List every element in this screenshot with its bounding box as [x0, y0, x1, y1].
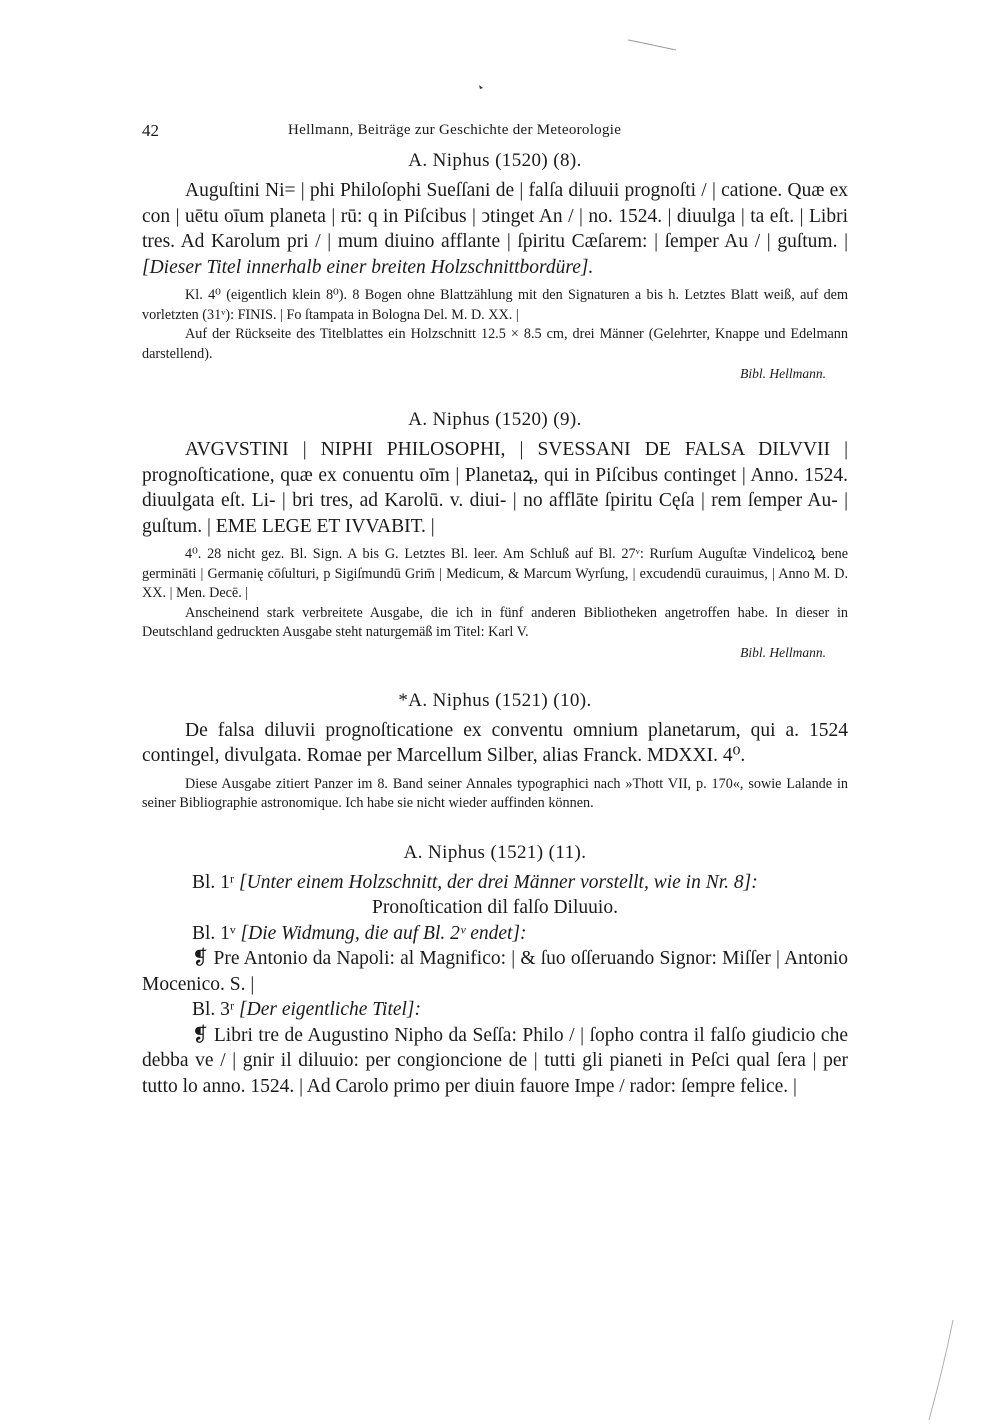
bibliographic-note: 4⁰. 28 nicht gez. Bl. Sign. A bis G. Letztes Bl. leer. Am Schluß auf Bl. 27ᵛ: Rurſum Auguſtæ Vindelicoꝝ bene germināti | Germanię cōſulturi, p Sigiſmundū Grim̄ | Medicum, & Marcum Wyrſung, | excudendū curauimus, | Anno M. D. XX. | Men. Decē. |: [142, 546, 848, 601]
entry-title-transcription: AVGVSTINI | NIPHI PHILOSOPHI, | SVESSANI DE FALSA DILVVII | prognoſticatione, quæ ex conuentu oīm | Planetaꝝ, qui in Piſcibus continget | Anno. 1524. diuulgata eſt. Li- | bri tres, ad Karolū. v. diui- | no afflāte ſpiritu Cęſa | rem ſemper Au- | guſtum. | EME LEGE ET IVVABIT. |: [142, 439, 848, 537]
editorial-note: [Der eigentliche Titel]:: [239, 999, 422, 1020]
entry-title: A. Niphus (1520) (8).: [408, 150, 582, 171]
leaf-description: [142, 921, 848, 947]
bibliographic-note: Auf der Rückseite des Titelblattes ein Holzschnitt 12.5 × 8.5 cm, drei Männer (Gelehrter, Knappe und Edelmann darstellend).: [142, 326, 848, 362]
margin-pencil-mark: [925, 1320, 955, 1420]
library-signature: Bibl. Hellmann.: [740, 366, 826, 381]
editorial-note: [Dieser Titel innerhalb einer breiten Holzschnittbordüre].: [142, 256, 594, 278]
bibliographic-note: Kl. 4⁰ (eigentlich klein 8⁰). 8 Bogen ohne Blattzählung mit den Signaturen a bis h. Letztes Blatt weiß, auf dem vorletzten (31ᵛ): FINIS. | Fo ſtampata in Bologna Del. M. D. XX. |: [142, 287, 848, 323]
leaf-label: Bl. 1ʳ: [192, 871, 240, 893]
entry-body: [142, 870, 848, 1100]
editorial-note: [Unter einem Holzschnitt, der drei Männer vorstellt, wie in Nr. 8]:: [239, 871, 758, 893]
dedication-text: ❡ Pre Antonio da Napoli: al Magnifico: | & ſuo oſſeruando Signor: Miſſer | Antonio Mocenico. S. |: [142, 948, 848, 995]
entry-title: *A. Niphus (1521) (10).: [398, 689, 592, 711]
scratch-mark: [628, 38, 676, 52]
leaf-label: Bl. 1ᵛ: [192, 922, 241, 944]
page-header: [142, 118, 848, 144]
entry-title-transcription: [142, 178, 848, 280]
editorial-note: [Die Widmung, die auf Bl. 2ᵛ endet]:: [240, 922, 527, 944]
leaf-description: [142, 870, 848, 896]
page-number: 42: [142, 121, 159, 140]
ink-speck: [478, 84, 484, 90]
page: [142, 118, 848, 1099]
entry-title: A. Niphus (1520) (9).: [408, 409, 582, 430]
fraktur-title: Pronoſtication dil falſo Diluuio.: [372, 897, 618, 918]
entry-title-transcription: De falsa diluvii prognoſticatione ex conventu omnium planetarum, qui a. 1524 contingel, divulgata. Romae per Marcellum Silber, alias Franck. MDXXI. 4⁰.: [142, 719, 848, 766]
leaf-label: Bl. 3ʳ: [192, 999, 240, 1020]
leaf-description: [142, 997, 848, 1023]
bibliographic-note: Anscheinend stark verbreitete Ausgabe, die ich in fünf anderen Bibliotheken angetroffen habe. In dieser in Deutschland gedruckten Ausgabe steht naturgemäß im Titel: Karl V.: [142, 604, 848, 640]
title-transcription-text: Auguſtini Ni= | phi Philoſophi Sueſſani de | falſa diluuii prognoſti / | catione. Quæ ex con | uētu oīum planeta | rū: q in Piſcibus | ↄtinget An / | no. 1524. | diuulga | ta eſt. | Libri tres. Ad Karolum pri / | mum diuino afflante | ſpiritu Cæſarem: | ſemper Au / | guſtum. |: [142, 180, 848, 252]
title-text: ❡ Libri tre de Augustino Nipho da Seſſa: Philo / | ſopho contra il falſo giudicio che debba ve / | gnir il diluuio: per congioncione de | tutti gli pianeti in Peſci qual ſera | per tutto lo anno. 1524. | Ad Carolo primo per diuin fauore Impe / rador: ſempre felice. |: [142, 1024, 848, 1097]
entry-title: A. Niphus (1521) (11).: [403, 841, 587, 863]
bibliographic-note: Diese Ausgabe zitiert Panzer im 8. Band seiner Annales typographici nach »Thott VII, p. 170«, sowie Lalande in seiner Bibliographie astronomique. Ich habe sie nicht wieder auffinden können.: [142, 775, 848, 811]
running-head: Hellmann, Beiträge zur Geschichte der Meteorologie: [288, 122, 622, 138]
library-signature: Bibl. Hellmann.: [740, 644, 826, 660]
